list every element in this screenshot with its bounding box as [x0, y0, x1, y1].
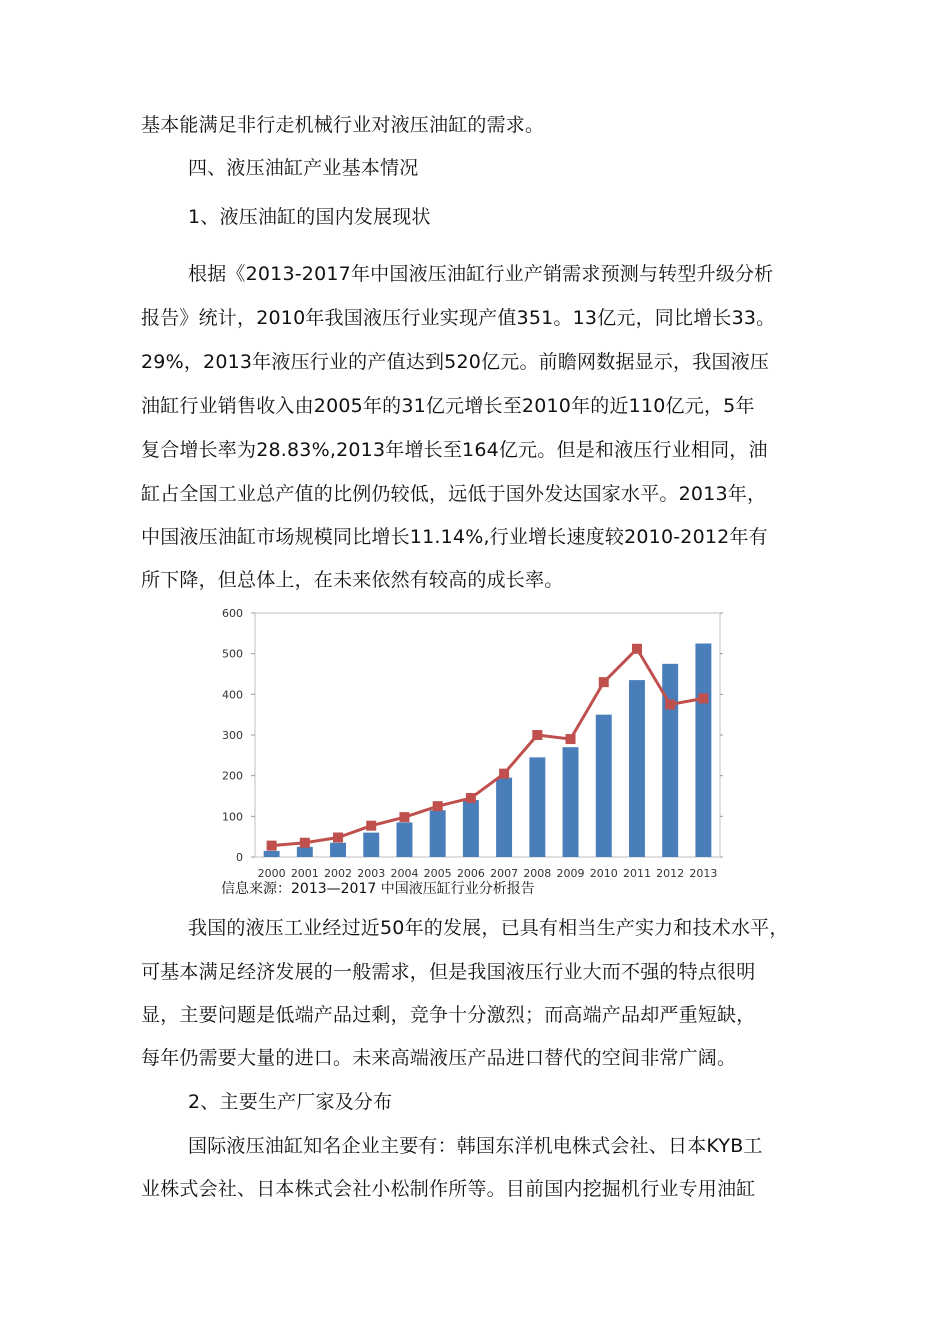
line-marker [300, 838, 310, 848]
line-marker [566, 734, 576, 744]
paragraph-line: 缸占全国工业总产值的比例仍较低，远低于国外发达国家水平。2013年， [141, 483, 767, 505]
y-tick-label: 400 [222, 688, 243, 702]
subsection-heading: 2、主要生产厂家及分布 [188, 1091, 393, 1113]
x-tick-label: 2000 [257, 867, 286, 880]
chart-source-caption: 信息来源：2013—2017 中国液压缸行业分析报告 [221, 881, 535, 897]
x-tick-label: 2012 [656, 867, 685, 880]
line-marker [665, 700, 675, 710]
line-marker [698, 693, 708, 703]
paragraph-line: 可基本满足经济发展的一般需求，但是我国液压行业大而不强的特点很明 [141, 961, 756, 983]
paragraph-line: 中国液压油缸市场规模同比增长11.14%,行业增长速度较2010-2012年有 [141, 526, 768, 548]
paragraph-line: 基本能满足非行走机械行业对液压油缸的需求。 [141, 114, 545, 136]
subsection-heading: 1、液压油缸的国内发展现状 [188, 206, 431, 228]
x-tick-label: 2007 [490, 867, 519, 880]
paragraph-line: 我国的液压工业经过近50年的发展，已具有相当生产实力和技术水平， [188, 917, 789, 939]
y-tick-label: 200 [222, 769, 243, 783]
x-tick-label: 2006 [456, 867, 485, 880]
plot-frame [255, 613, 720, 857]
y-tick-label: 300 [222, 729, 243, 742]
x-tick-label: 2013 [689, 867, 718, 880]
paragraph-line: 油缸行业销售收入由2005年的31亿元增长至2010年的近110亿元，5年 [141, 395, 755, 417]
y-tick-label: 0 [236, 851, 243, 864]
bar [596, 715, 612, 857]
line-marker [499, 769, 509, 779]
paragraph-line: 业株式会社、日本株式会社小松制作所等。目前国内挖掘机行业专用油缸 [141, 1178, 756, 1200]
line-marker [599, 677, 609, 687]
bar [695, 644, 711, 858]
x-tick-label: 2004 [390, 867, 419, 880]
paragraph-line: 复合增长率为28.83%,2013年增长至164亿元。但是和液压行业相同，油 [141, 439, 768, 461]
bar [430, 810, 446, 857]
section-heading: 四、液压油缸产业基本情况 [188, 157, 419, 179]
x-tick-label: 2002 [324, 867, 353, 880]
bar [330, 843, 346, 857]
x-tick-label: 2005 [423, 867, 452, 880]
paragraph-line: 显，主要问题是低端产品过剩，竞争十分激烈；而高端产品却严重短缺， [141, 1004, 756, 1026]
line-marker [267, 841, 277, 851]
line-marker [532, 730, 542, 740]
line-marker [399, 812, 409, 822]
bar [396, 822, 412, 857]
line-marker [333, 832, 343, 842]
paragraph-line: 报告》统计，2010年我国液压行业实现产值351。13亿元，同比增长33。 [141, 307, 776, 329]
x-tick-label: 2009 [556, 867, 585, 880]
y-tick-label: 600 [222, 607, 243, 620]
paragraph-line: 29%，2013年液压行业的产值达到520亿元。前瞻网数据显示，我国液压 [141, 351, 770, 373]
bar [563, 747, 579, 857]
x-tick-label: 2011 [622, 867, 651, 880]
line-marker [366, 821, 376, 831]
paragraph-line: 国际液压油缸知名企业主要有：韩国东洋机电株式会社、日本KYB工 [188, 1135, 763, 1157]
bar [463, 800, 479, 857]
x-tick-label: 2003 [357, 867, 386, 880]
paragraph-line: 根据《2013-2017年中国液压油缸行业产销需求预测与转型升级分析 [188, 263, 774, 285]
bar [629, 680, 645, 857]
y-tick-label: 100 [222, 810, 243, 824]
x-tick-label: 2010 [589, 867, 618, 880]
line-marker [466, 793, 476, 803]
bar [496, 778, 512, 857]
bar [363, 833, 379, 857]
bar [529, 757, 545, 857]
paragraph-line: 所下降，但总体上，在未来依然有较高的成长率。 [141, 569, 564, 591]
paragraph-line: 每年仍需要大量的进口。未来高端液压产品进口替代的空间非常广阔。 [141, 1047, 737, 1069]
bar [297, 847, 313, 857]
line-marker [632, 644, 642, 654]
y-tick-label: 500 [222, 647, 243, 661]
output-chart [210, 602, 730, 882]
bar [264, 851, 280, 857]
x-tick-label: 2008 [523, 867, 552, 880]
x-tick-label: 2001 [290, 867, 319, 880]
line-marker [433, 801, 443, 811]
